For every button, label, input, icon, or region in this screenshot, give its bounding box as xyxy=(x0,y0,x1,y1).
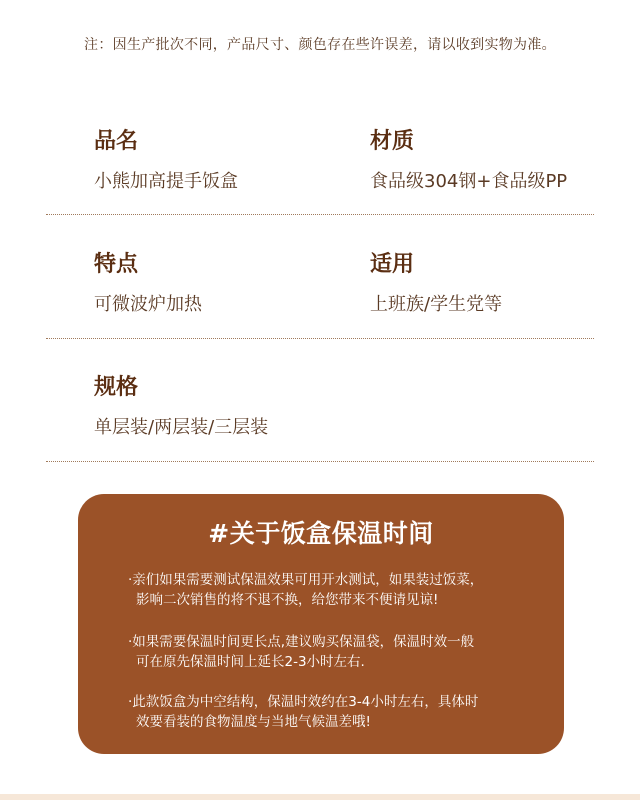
spec-material-title: 材质 xyxy=(370,129,415,154)
spec-feature-value: 可微波炉加热 xyxy=(94,294,202,315)
warmth-info-line: 效要看装的食物温度与当地气候温差哦! xyxy=(136,714,371,730)
spec-name-title: 品名 xyxy=(94,129,139,154)
spec-name xyxy=(94,128,238,194)
bottom-strip xyxy=(0,794,640,800)
warmth-info-line: 影响二次销售的将不退不换，给您带来不便请见谅! xyxy=(136,592,439,608)
spec-feature xyxy=(94,251,202,317)
spec-row-2 xyxy=(46,251,594,339)
spec-feature-title: 特点 xyxy=(94,252,139,277)
warmth-info-item xyxy=(128,692,538,732)
spec-name-value: 小熊加高提手饭盒 xyxy=(94,171,238,192)
spec-suitable-value: 上班族/学生党等 xyxy=(370,294,503,315)
warmth-info-box xyxy=(78,494,564,754)
spec-material xyxy=(370,128,567,194)
spec-row-3 xyxy=(46,374,594,462)
warmth-info-line: ·亲们如果需要测试保温效果可用开水测试，如果装过饭菜， xyxy=(128,572,484,588)
spec-material-value: 食品级304钢+食品级PP xyxy=(370,171,568,192)
warmth-info-item xyxy=(128,632,538,672)
warmth-info-line: ·如果需要保温时间更长点,建议购买保温袋，保温时效一般 xyxy=(128,634,475,650)
spec-row-1 xyxy=(46,128,594,215)
warmth-info-title: #关于饭盒保温时间 xyxy=(208,519,434,548)
spec-size-title: 规格 xyxy=(94,375,139,400)
spec-size-value: 单层装/两层装/三层装 xyxy=(94,417,269,438)
spec-size xyxy=(94,374,268,440)
spec-suitable xyxy=(370,251,502,317)
warmth-info-line: 可在原先保温时间上延长2-3小时左右. xyxy=(136,654,365,670)
notice-text: 注：因生产批次不同，产品尺寸、颜色存在些许误差，请以收到实物为准。 xyxy=(84,37,556,53)
warmth-info-item xyxy=(128,570,538,610)
warmth-info-line: ·此款饭盒为中空结构，保温时效约在3-4小时左右，具体时 xyxy=(128,694,479,710)
spec-suitable-title: 适用 xyxy=(370,252,415,277)
